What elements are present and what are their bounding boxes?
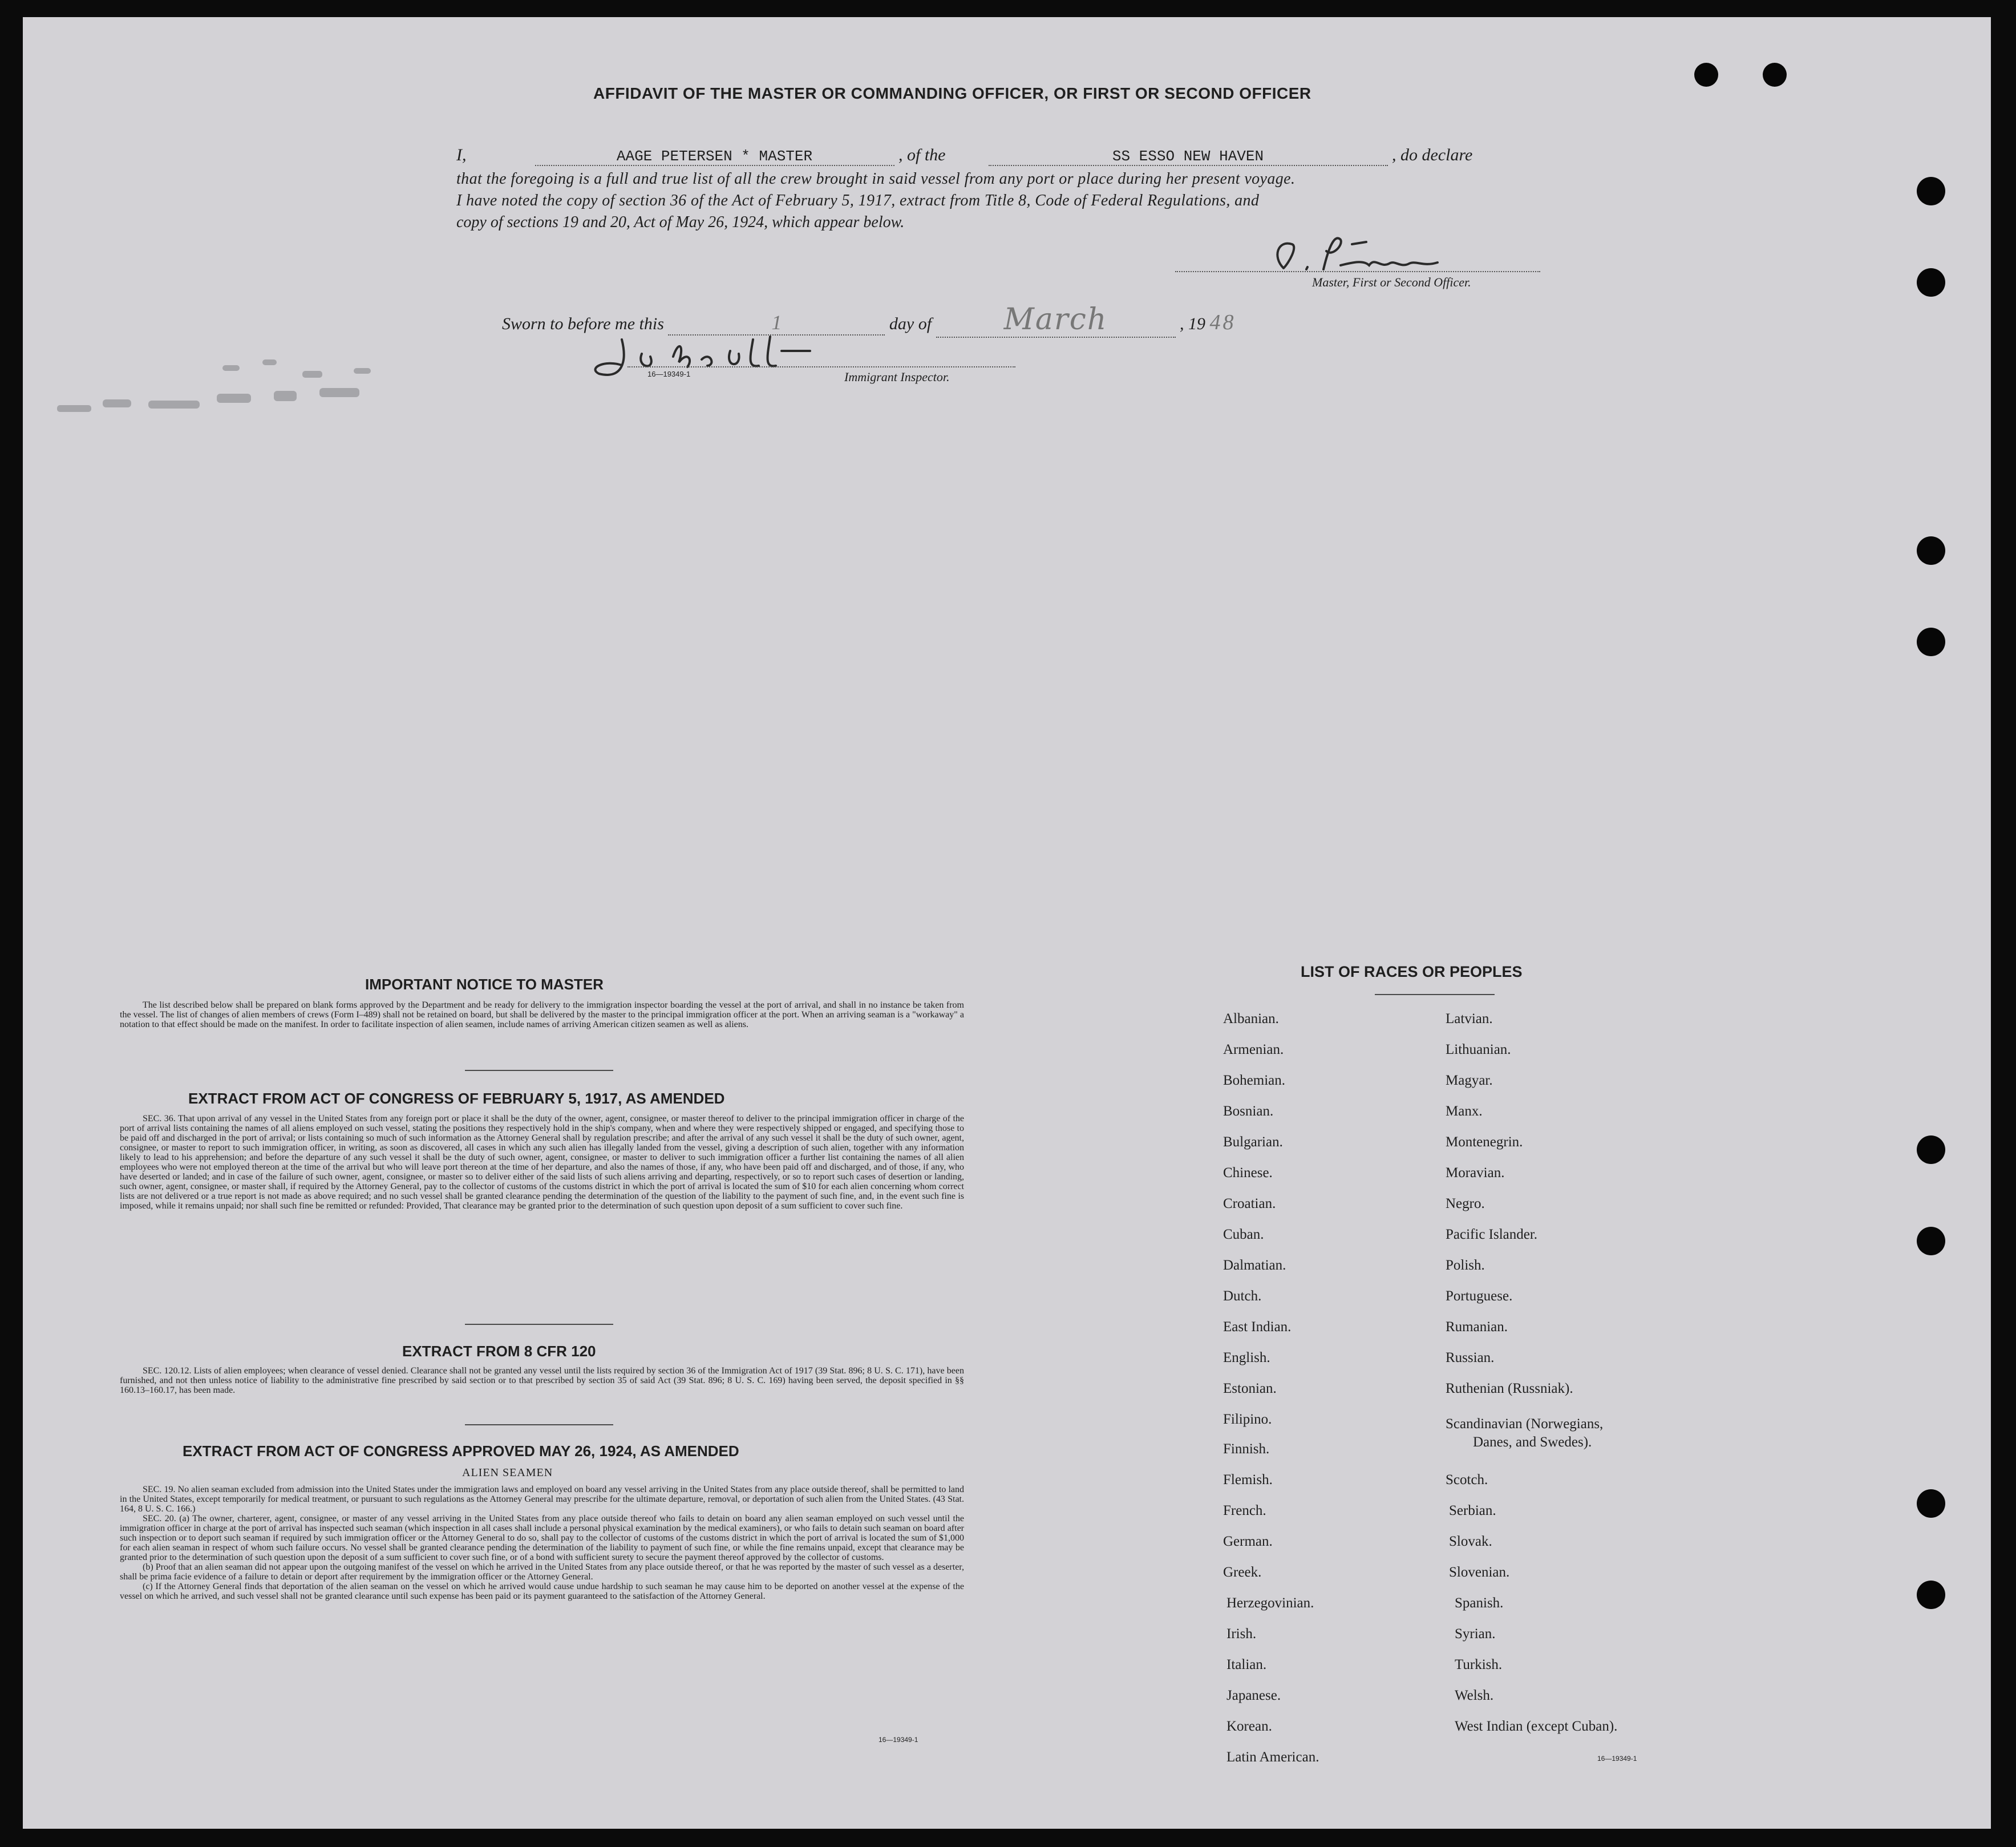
affidavit-line-2: that the foregoing is a full and true list of all the crew brought in said vessel from any port or place during her present voyage. xyxy=(456,170,1296,188)
affidavit-line-3: I have noted the copy of section 36 of the Act of February 5, 1917, extract from Title 8, Code of Federal Regulations, and xyxy=(456,192,1260,209)
race-item: Greek. xyxy=(1223,1565,1262,1580)
race-item: Filipino. xyxy=(1223,1412,1272,1427)
race-item: Korean. xyxy=(1226,1719,1272,1734)
affidavit-title: AFFIDAVIT OF THE MASTER OR COMMANDING OFFICER, OR FIRST OR SECOND OFFICER xyxy=(593,84,1311,102)
affidavit-line-4: copy of sections 19 and 20, Act of May 26, 1924, which appear below. xyxy=(456,213,905,231)
extract-cfr-body: SEC. 120.12. Lists of alien employees; when clearance of vessel denied. Clearance shall not be granted any vessel until the lists required by section 36 of the Immigration Act of 1917 (39 Stat. 896; 8 U. S. C. 171), have been furnished, and not then unless notice of liability to the administrative fine prescribed by said section or to that prescribed by section 35 of said Act (39 Stat. 896; 8 U. S. C. 169) having been served, the deposit specified in §§ 160.13–160.17, has been made. xyxy=(120,1366,964,1395)
race-item: Bulgarian. xyxy=(1223,1134,1283,1150)
race-item: Armenian. xyxy=(1223,1042,1284,1057)
punch-hole xyxy=(1917,1489,1945,1518)
race-item: French. xyxy=(1223,1503,1266,1518)
sec-20c-text: (c) If the Attorney General finds that deportation of the alien seaman on the vessel on which he arrived would cause undue hardship to such seaman he may cause him to be deported on another vessel at the expense of the vessel on which he arrived, and such vessel shall not be granted clearance until such expense has been paid or its payment guaranteed to the satisfaction of the Attorney General. xyxy=(120,1582,964,1601)
race-item: Finnish. xyxy=(1223,1441,1270,1457)
year-prefix: , 19 xyxy=(1180,314,1206,333)
notice-body: The list described below shall be prepared on blank forms approved by the Department and be ready for delivery to the immigration inspector boarding the vessel at the port of arrival, and shall in no instance be taken from the vessel. The list of changes of alien members of crews (Form I–489) shall not be retained on board, but shall be delivered by the master to the principal immigration officer at the port. When an arriving seaman is a "workaway" a notation to that effect should be made on the manifest. In order to facilitate inspection of alien seamen, include names of arriving American citizen seamen as well as aliens. xyxy=(120,1000,964,1029)
faded-stamp-marks xyxy=(34,337,399,428)
race-item: Herzegovinian. xyxy=(1226,1595,1314,1611)
do-declare-label: , do declare xyxy=(1392,146,1473,164)
punch-hole xyxy=(1694,63,1718,87)
notice-title: IMPORTANT NOTICE TO MASTER xyxy=(365,976,604,993)
race-item: Slovak. xyxy=(1449,1534,1492,1549)
race-item: Dutch. xyxy=(1223,1288,1262,1304)
affidavit-declaration-line xyxy=(456,146,1563,166)
race-item: Croatian. xyxy=(1223,1196,1276,1211)
section-divider xyxy=(465,1070,613,1071)
extract-1924-title: EXTRACT FROM ACT OF CONGRESS APPROVED MAY 26, 1924, AS AMENDED xyxy=(183,1442,739,1460)
race-item: Japanese. xyxy=(1226,1688,1281,1703)
race-item: Scotch. xyxy=(1446,1472,1488,1488)
race-item: Latvian. xyxy=(1446,1011,1493,1026)
race-item: Albanian. xyxy=(1223,1011,1279,1026)
section-divider xyxy=(465,1424,613,1425)
race-item: Italian. xyxy=(1226,1657,1267,1672)
race-item: Polish. xyxy=(1446,1258,1485,1273)
vessel-name-field: SS ESSO NEW HAVEN xyxy=(989,148,1388,166)
race-item: Chinese. xyxy=(1223,1165,1273,1181)
month-value: March xyxy=(1003,302,1108,337)
inspector-signature-line xyxy=(628,366,1015,367)
i-label: I, xyxy=(456,146,467,164)
form-number-top: 16—19349-1 xyxy=(647,370,691,378)
race-item: Cuban. xyxy=(1223,1227,1264,1242)
punch-hole xyxy=(1917,1581,1945,1609)
race-item: Rumanian. xyxy=(1446,1319,1508,1335)
master-name-field: AAGE PETERSEN * MASTER xyxy=(535,148,894,166)
document-page xyxy=(23,17,1991,1829)
extract-1924-subtitle: ALIEN SEAMEN xyxy=(462,1466,553,1479)
of-the-label: , of the xyxy=(898,146,946,164)
form-number-bottom-right: 16—19349-1 xyxy=(1597,1755,1637,1763)
race-item: Latin American. xyxy=(1226,1749,1319,1765)
race-item: Spanish. xyxy=(1455,1595,1504,1611)
race-item: Negro. xyxy=(1446,1196,1485,1211)
extract-1917-title: EXTRACT FROM ACT OF CONGRESS OF FEBRUARY 5, 1917, AS AMENDED xyxy=(188,1090,725,1107)
master-caption: Master, First or Second Officer. xyxy=(1312,275,1471,289)
section-divider xyxy=(465,1324,613,1325)
race-item: East Indian. xyxy=(1223,1319,1292,1335)
race-item: Slovenian. xyxy=(1449,1565,1510,1580)
month-field xyxy=(936,302,1176,338)
race-item: Bohemian. xyxy=(1223,1073,1286,1088)
race-item: Russian. xyxy=(1446,1350,1495,1365)
inspector-signature xyxy=(588,328,884,385)
sec-20a-text: SEC. 20. (a) The owner, charterer, agent, consignee, or master of any vessel arriving in the United States from any place outside thereof who fails to detain on board any alien seaman employed on such vessel until the immigration officer in charge at the port of arrival has inspected such seaman (which inspection in all cases shall include a personal physical examination by the medical examiners), or who fails to detain such seaman on board after such inspection or to deport such seaman if required by such immigration officer or the Attorney General to do so, shall pay to the collector of customs of the customs district in which the port of arrival is located the sum of $1,000 for each alien seaman in respect of whom such failure occurs. No vessel shall be granted clearance pending the determination of the liability to payment of such fine, or while the fine remains unpaid, except that clearance may be granted prior to the determination of such question upon the deposit of a sum sufficient to cover such fine, or of a bond with sufficient surety to secure the payment thereof approved by the collector of customs. xyxy=(120,1514,964,1562)
inspector-caption: Immigrant Inspector. xyxy=(844,370,950,384)
sec-19-text: SEC. 19. No alien seaman excluded from admission into the United States under the immigration laws and employed on board any vessel arriving in the United States from any place outside thereof, shall be permitted to land in the United States, except temporarily for medical treatment, or pursuant to such regulations as the Attorney General may prescribe for the ultimate departure, removal, or deportation of such alien from the United States. (43 Stat. 164, 8 U. S. C. 166.) xyxy=(120,1485,964,1514)
race-item: Pacific Islander. xyxy=(1446,1227,1538,1242)
punch-hole xyxy=(1763,63,1787,87)
sec-20b-text: (b) Proof that an alien seaman did not appear upon the outgoing manifest of the vessel on which he arrived in the United States from any place outside thereof, or that he was reported by the master of such vessel as a deserter, shall be prima facie evidence of a failure to detain or deport after requirement by the immigration officer or the Attorney General. xyxy=(120,1562,964,1582)
races-title-rule xyxy=(1375,994,1495,995)
race-item: Bosnian. xyxy=(1223,1104,1274,1119)
race-item: Scandinavian (Norwegians, xyxy=(1446,1416,1604,1432)
race-item: West Indian (except Cuban). xyxy=(1455,1719,1618,1734)
master-signature xyxy=(1266,234,1472,280)
race-item: Welsh. xyxy=(1455,1688,1494,1703)
race-item: German. xyxy=(1223,1534,1273,1549)
year-value: 48 xyxy=(1209,310,1236,334)
punch-hole xyxy=(1917,628,1945,656)
race-item: Estonian. xyxy=(1223,1381,1277,1396)
race-item: Serbian. xyxy=(1449,1503,1496,1518)
race-item: Irish. xyxy=(1226,1626,1257,1642)
race-item: Flemish. xyxy=(1223,1472,1273,1488)
race-item: Danes, and Swedes). xyxy=(1473,1434,1592,1450)
race-item: Moravian. xyxy=(1446,1165,1505,1181)
race-item: Montenegrin. xyxy=(1446,1134,1523,1150)
extract-1924-body xyxy=(120,1485,964,1601)
race-item: Lithuanian. xyxy=(1446,1042,1511,1057)
master-signature-line xyxy=(1175,271,1540,272)
form-number-bottom-left: 16—19349-1 xyxy=(879,1736,918,1744)
race-item: Portuguese. xyxy=(1446,1288,1513,1304)
race-item: Magyar. xyxy=(1446,1073,1493,1088)
punch-hole xyxy=(1917,1227,1945,1255)
day-of-label: day of xyxy=(889,314,932,333)
extract-cfr-title: EXTRACT FROM 8 CFR 120 xyxy=(402,1343,596,1360)
punch-hole xyxy=(1917,536,1945,565)
race-item: Syrian. xyxy=(1455,1626,1496,1642)
race-item: Ruthenian (Russniak). xyxy=(1446,1381,1573,1396)
race-item: English. xyxy=(1223,1350,1270,1365)
extract-1917-body: SEC. 36. That upon arrival of any vessel in the United States from any foreign port or place it shall be the duty of the owner, agent, consignee, or master thereof to deliver to the principal immigration officer in charge of the port of arrival lists containing the names of all aliens employed on such vessel, stating the positions they respectively hold in the ship's company, when and where they were respectively shipped or engaged, and specifying those to be paid off and discharged in the port of arrival; or lists containing so much of such information as the Attorney General shall by regulation prescribe; and after the arrival of any such vessel it shall be the duty of such owner, agent, consignee, or master to report to such immigration officer, in writing, as soon as discovered, all cases in which any such alien has illegally landed from the vessel, giving a description of such alien, together with any information likely to lead to his apprehension; and before the departure of any such vessel it shall be the duty of such owner, agent, consignee, or master to deliver to such immigration officer a further list containing the names of all alien employees who were not employed thereon at the time of the arrival but who will leave port thereon at the time of her departure, and also the names of those, if any, who have been paid off and discharged, and of those, if any, who have deserted or landed; and in case of the failure of such owner, agent, consignee, or master so to deliver either of the said lists of such aliens arriving and departing, respectively, or so to report such cases of desertion or landing, such owner, agent, consignee, or master shall, if required by the Attorney General, pay to the collector of customs of the customs district in which the port of arrival is located the sum of $10 for each alien concerning whom correct lists are not delivered or a true report is not made as above required; and no such vessel shall be granted clearance pending the determination of the question of the liability to the payment of such fine, and, in the event such fine is imposed, while it remains unpaid; nor shall such fine be remitted or refunded: Provided, That clearance may be granted prior to the determination of such question upon deposit of a sum sufficient to cover such fine. xyxy=(120,1114,964,1211)
day-value: 1 xyxy=(771,311,782,334)
race-item: Dalmatian. xyxy=(1223,1258,1286,1273)
punch-hole xyxy=(1917,177,1945,205)
races-title: LIST OF RACES OR PEOPLES xyxy=(1301,963,1523,980)
punch-hole xyxy=(1917,268,1945,297)
race-item: Manx. xyxy=(1446,1104,1483,1119)
punch-hole xyxy=(1917,1135,1945,1164)
race-item: Turkish. xyxy=(1455,1657,1503,1672)
sworn-label: Sworn to before me this xyxy=(502,314,664,333)
